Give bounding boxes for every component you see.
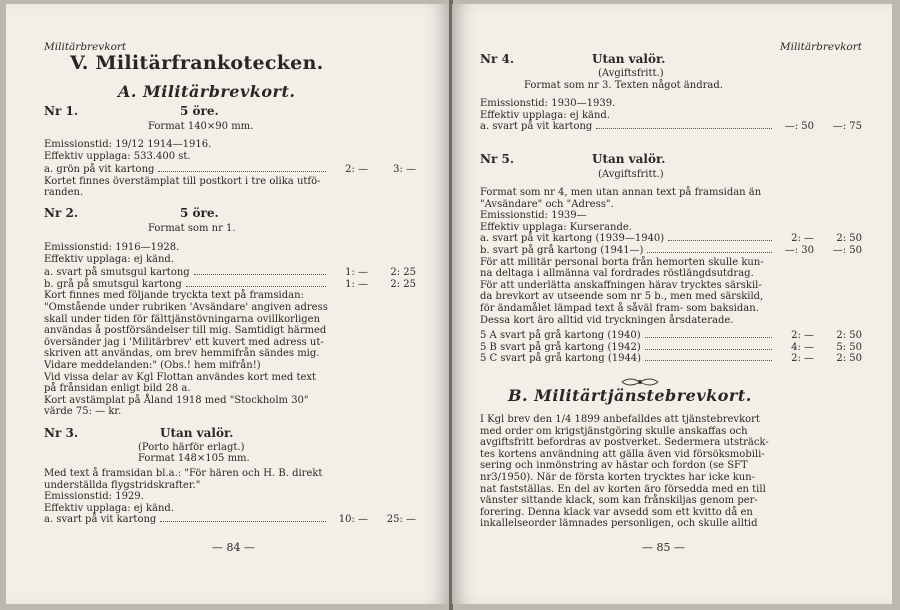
text-line: "Avsändare" och "Adress".	[480, 198, 614, 210]
price-used: 3: —	[393, 164, 416, 176]
note-line: Vidare meddelanden:" (Obs.! hem mifrån!)	[44, 359, 261, 371]
page-number-right: — 85 —	[642, 541, 685, 555]
price-row-label: b. grå på smutsgul kartong	[44, 278, 182, 290]
price-unused: 2: —	[791, 330, 814, 342]
entry-nr5	[480, 152, 862, 365]
entry-nr2	[44, 206, 416, 418]
note-line: för ändamålet lämpad text å såväl fram- som baksidan.	[480, 302, 759, 314]
edition-line: Effektiv upplaga: ej känd.	[44, 502, 174, 514]
edition-line: Effektiv upplaga: ej känd.	[44, 253, 174, 265]
price-unused: 1: —	[345, 278, 368, 290]
emission-line: Emissionstid: 1930—1939.	[480, 98, 616, 109]
entry-number: Nr 5.	[480, 152, 514, 166]
entry-number: Nr 4.	[480, 52, 514, 66]
price-row-label: b. svart på grå kartong (1941—)	[480, 244, 644, 256]
emission-line: Emissionstid: 1939—	[480, 210, 587, 222]
price-unused: 2: —	[791, 353, 814, 365]
entry-nr3	[44, 426, 416, 526]
entry-value: Utan valör.	[592, 152, 666, 166]
running-head-left: Militärbrevkort	[44, 41, 127, 53]
left-page	[6, 4, 450, 604]
entry-subtitle: (Porto härför erlagt.)	[138, 442, 245, 453]
note-line: skall under tiden för fälttjänstövningarna ovillkorligen	[44, 313, 321, 325]
price-used: 2: 25	[390, 278, 416, 290]
entry-value: 5 öre.	[180, 104, 219, 118]
entry-number: Nr 1.	[44, 104, 78, 118]
price-unused: 2: —	[345, 164, 368, 176]
price-unused: —: 50	[784, 121, 814, 133]
price-row-label: 5 C svart på grå kartong (1944)	[480, 353, 642, 365]
entry-nr4	[480, 52, 862, 133]
price-row-label: a. svart på vit kartong	[480, 121, 593, 133]
note-line: "Omstående under rubriken 'Avsändare' angiven adress	[44, 301, 328, 313]
note-line: Kort avstämplat på Åland 1918 med "Stockholm 30"	[44, 394, 309, 406]
price-row	[44, 164, 416, 176]
price-unused: 1: —	[345, 267, 368, 279]
price-unused: 2: —	[791, 233, 814, 245]
text-line: avgiftsfritt befordras av postverket. Sedermera utsträck-	[480, 437, 769, 449]
price-unused: 10: —	[338, 514, 368, 526]
price-row	[480, 245, 862, 257]
price-used: 5: 50	[836, 341, 862, 353]
edition-line: Effektiv upplaga: 533.400 st.	[44, 150, 191, 162]
text-line: inkallelseorder lämnades personligen, och skulle alltid	[480, 518, 758, 530]
running-head-right: Militärbrevkort	[779, 41, 862, 53]
entry-format: Format som nr 3. Texten något ändrad.	[524, 80, 723, 91]
price-row-label: 5 A svart på grå kartong (1940)	[480, 330, 641, 342]
page-number-left: — 84 —	[212, 541, 255, 555]
text-line: Med text å framsidan bl.a.: "För hären och H. B. direkt	[44, 468, 323, 479]
entry-number: Nr 3.	[44, 426, 78, 440]
right-page	[452, 4, 892, 604]
price-used: 2: 50	[836, 330, 862, 342]
price-row-label: a. svart på vit kartong	[44, 514, 157, 526]
price-row	[44, 267, 416, 279]
note-line: randen.	[44, 187, 84, 199]
price-row-label: a. svart på vit kartong (1939—1940)	[480, 233, 665, 245]
note-line: Kortet finnes överstämplat till postkort i tre olika utfö-	[44, 175, 321, 187]
price-row-label: a. grön på vit kartong	[44, 164, 155, 176]
entry-nr1	[44, 104, 416, 199]
price-unused: —: 30	[784, 244, 814, 256]
text-line: vänster sittande klack, som kan frånskiljas genom per-	[480, 495, 758, 507]
note-line: användas å postförsändelser till mig. Samtidigt härmed	[44, 325, 327, 337]
note-line: För att underlätta anskaffningen härav trycktes särskil-	[480, 279, 762, 291]
note-line: na deltaga i allmänna val fordrades röstlängdsutdrag.	[480, 268, 754, 280]
price-row	[480, 353, 862, 365]
chapter-title: V. Militärfrankotecken.	[70, 52, 324, 74]
text-line: forering. Denna klack var avsedd som ett kvitto då en	[480, 506, 753, 518]
text-line: tes kortens användning att gälla även vid försöksmobili-	[480, 448, 765, 460]
price-used: 2: 50	[836, 233, 862, 245]
entry-value: 5 öre.	[180, 206, 219, 220]
text-line: underställda flygstridskrafter."	[44, 479, 201, 491]
price-used: 2: 25	[390, 267, 416, 279]
edition-line: Effektiv upplaga: ej känd.	[480, 109, 610, 121]
price-used: —: 75	[832, 121, 862, 133]
note-line: Kort finnes med följande tryckta text på framsidan:	[44, 290, 304, 302]
entry-subtitle: (Avgiftsfritt.)	[598, 68, 664, 79]
section-b-text	[480, 414, 862, 530]
price-row	[44, 514, 416, 526]
text-line: sering och inmönstring av hästar och fordon (se SFT	[480, 460, 748, 472]
entry-format: Format som nr 1.	[148, 223, 236, 234]
entry-value: Utan valör.	[592, 52, 666, 66]
note-line: skriven att användas, om brev hemmifrån sändes mig.	[44, 348, 320, 360]
price-row-label: 5 B svart på grå kartong (1942)	[480, 341, 641, 353]
price-used: 2: 50	[836, 353, 862, 365]
text-line: I Kgl brev den 1/4 1899 anbefalldes att tjänstebrevkort	[480, 414, 760, 425]
entry-number: Nr 2.	[44, 206, 78, 220]
section-title-a: A. Militärbrevkort.	[118, 82, 296, 101]
emission-line: Emissionstid: 1916—1928.	[44, 242, 180, 253]
note-line: Dessa kort äro alltid vid tryckningen årsdaterade.	[480, 314, 734, 326]
price-unused: 4: —	[791, 341, 814, 353]
entry-format: Format 148×105 mm.	[138, 453, 250, 464]
price-row	[480, 233, 862, 245]
text-line: Format som nr 4, men utan annan text på framsidan än	[480, 187, 762, 198]
price-row	[480, 342, 862, 354]
text-line: nat fastställas. En del av korten äro försedda med en till	[480, 483, 766, 495]
price-row	[480, 330, 862, 342]
emission-line: Emissionstid: 1929.	[44, 491, 144, 503]
entry-format: Format 140×90 mm.	[148, 121, 254, 132]
text-line: nr3/1950). När de första korten trycktes har icke kun-	[480, 471, 756, 483]
note-line: översänder jag i 'Militärbrev' ett kuvert med adress ut-	[44, 336, 324, 348]
note-line: värde 75: — kr.	[44, 406, 122, 418]
section-title-b: B. Militärtjänstebrevkort.	[508, 386, 752, 405]
price-row-label: a. svart på smutsgul kartong	[44, 267, 190, 279]
text-line: med order om krigstjänstgöring skulle anskaffas och	[480, 425, 748, 437]
price-used: 25: —	[386, 514, 416, 526]
price-row	[44, 279, 416, 291]
note-line: da brevkort av utseende som nr 5 b., men med särskild,	[480, 291, 764, 303]
entry-subtitle: (Avgiftsfritt.)	[598, 169, 664, 180]
entry-value: Utan valör.	[160, 426, 234, 440]
emission-line: Emissionstid: 19/12 1914—1916.	[44, 139, 212, 150]
edition-line: Effektiv upplaga: Kurserande.	[480, 221, 632, 233]
price-row	[480, 121, 862, 133]
note-line: Vid vissa delar av Kgl Flottan användes kort med text	[44, 371, 317, 383]
note-line: För att militär personal borta från hemorten skulle kun-	[480, 256, 764, 268]
note-line: på frånsidan enligt bild 28 a.	[44, 383, 191, 395]
price-used: —: 50	[832, 244, 862, 256]
